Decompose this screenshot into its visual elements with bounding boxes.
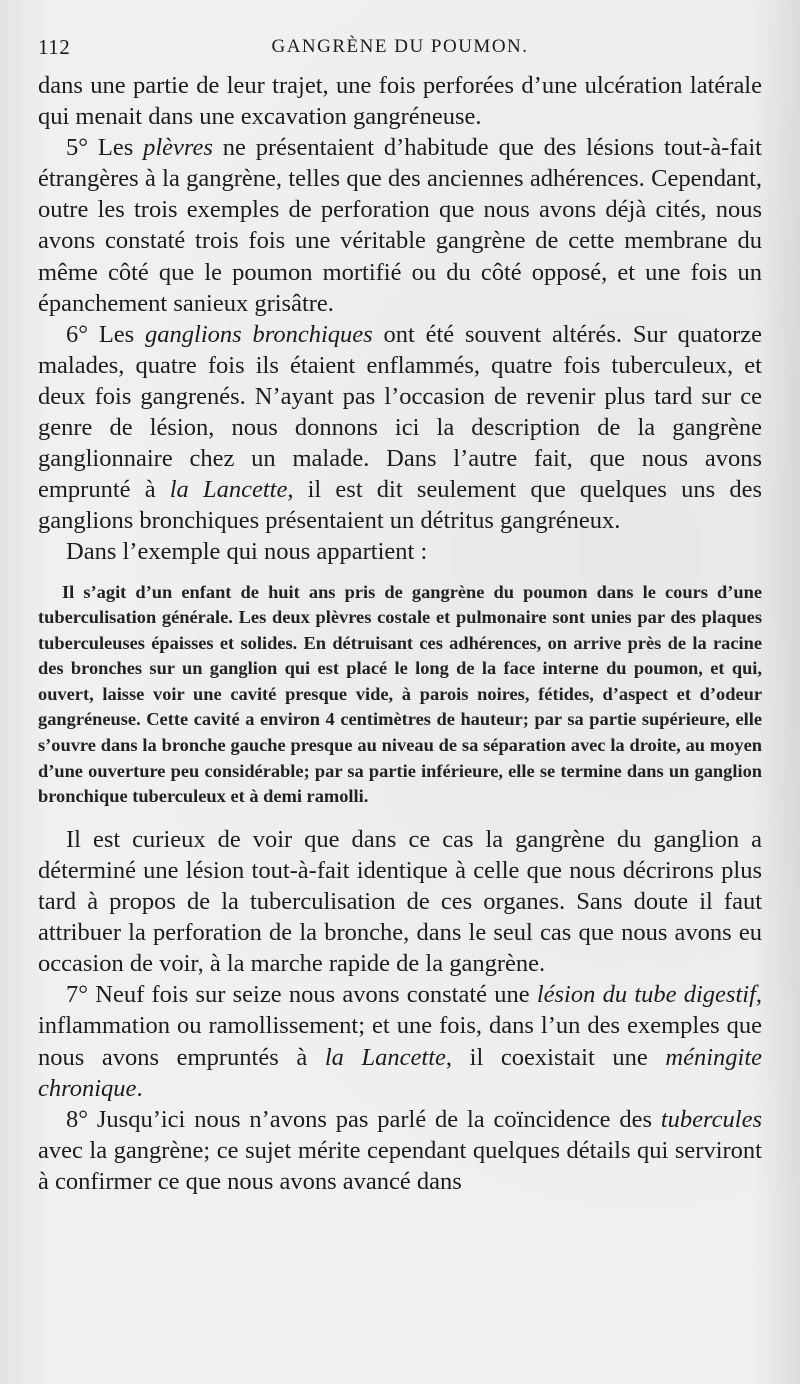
text-run: , inflammation ou ramollissement; et une fois, dans l’un des exemples que nous avons empruntés à xyxy=(38,981,762,1071)
text-run: 5° Les xyxy=(66,134,144,162)
text-run: 7° Neuf fois sur seize nous avons constaté une xyxy=(66,981,537,1009)
text-run: dans une partie de leur trajet, une fois perforées d’une ulcération latérale qui menait dans une excavation gangréneuse. xyxy=(38,72,762,131)
italic-source: la Lancette xyxy=(169,476,288,504)
body-text xyxy=(38,70,762,1197)
italic-term: lésion du tube digestif xyxy=(536,981,756,1009)
running-head xyxy=(38,30,762,64)
italic-term: méningite chronique xyxy=(38,1043,763,1102)
paragraph-ganglions xyxy=(38,319,762,537)
paragraph-exemple-intro xyxy=(38,536,762,567)
text-run: avec la gangrène; ce sujet mérite cependant quelques détails qui serviront à confirmer ce que nous avons avancé dans xyxy=(38,1136,762,1195)
case-observation xyxy=(38,580,762,810)
paragraph-tubercules xyxy=(38,1104,762,1197)
text-run: Il est curieux de voir que dans ce cas la gangrène du ganglion a déterminé une lésion tout-à-fait identique à celle que nous décrirons plus tard à propos de la tuberculisation de ces organes. Sans doute il faut attribuer la perforation de la bronche, dans le seul cas que nous avons eu occasion de voir, à la marche rapide de la gangrène. xyxy=(38,825,762,978)
text-run: 8° Jusqu’ici nous n’avons pas parlé de la coïncidence des xyxy=(66,1105,661,1133)
paragraph-tube-digestif xyxy=(38,979,762,1103)
text-run: , il est dit seulement que quelques uns des ganglions bronchiques présentaient un détritus gangréneux. xyxy=(38,476,762,535)
text-run: , il coexistait une xyxy=(445,1043,666,1071)
text-run: Dans l’exemple qui nous appartient : xyxy=(66,538,428,566)
paragraph-continuation xyxy=(38,70,762,132)
text-run: . xyxy=(136,1074,143,1102)
italic-term: ganglions bronchiques xyxy=(145,320,373,348)
text-run: Il s’agit d’un enfant de huit ans pris de gangrène du poumon dans le cours d’une tuberculisation générale. Les deux plèvres costale et pulmonaire sont unies par des plaques tuberculeuses épaisses et solides. En détruisant ces adhérences, on arrive près de la racine des bronches sur un ganglion qui est placé le long de la face interne du poumon, et qui, ouvert, laisse voir une cavité presque vide, à parois noires, fétides, d’aspect et d’odeur gangréneuse. Cette cavité a environ 4 centimètres de hauteur; par sa partie supérieure, elle s’ouvre dans la bronche gauche presque au niveau de sa séparation avec la droite, au moyen d’une ouverture peu considérable; par sa partie inférieure, elle se termine dans un ganglion bronchique tuberculeux et à demi ramolli. xyxy=(38,581,762,807)
paragraph-curieux xyxy=(38,824,762,979)
italic-source: la Lancette xyxy=(324,1043,446,1071)
paragraph-plevres xyxy=(38,132,762,319)
page-number: 112 xyxy=(38,35,71,59)
italic-term: tubercules xyxy=(660,1105,762,1133)
italic-term: plèvres xyxy=(143,134,213,162)
running-title: GANGRÈNE DU POUMON. xyxy=(271,36,529,57)
text-run: ne présentaient d’habitude que des lésions tout-à-fait étrangères à la gangrène, telles que des anciennes adhérences. Cependant, outre les trois exemples de perforation que nous avons déjà cités, nous avons constaté trois fois une véritable gangrène de cette membrane du même côté que le poumon mortifié ou du côté opposé, et une fois un épanchement sanieux grisâtre. xyxy=(38,134,762,317)
text-run: 6° Les xyxy=(66,320,146,348)
text-run: ont été souvent altérés. Sur quatorze malades, quatre fois ils étaient enflammés, quatre fois tuberculeux, et deux fois gangrenés. N’ayant pas l’occasion de revenir plus tard sur ce genre de lésion, nous donnons ici la description de la gangrène ganglionnaire chez un malade. Dans l’autre fait, que nous avons emprunté à xyxy=(38,320,763,504)
